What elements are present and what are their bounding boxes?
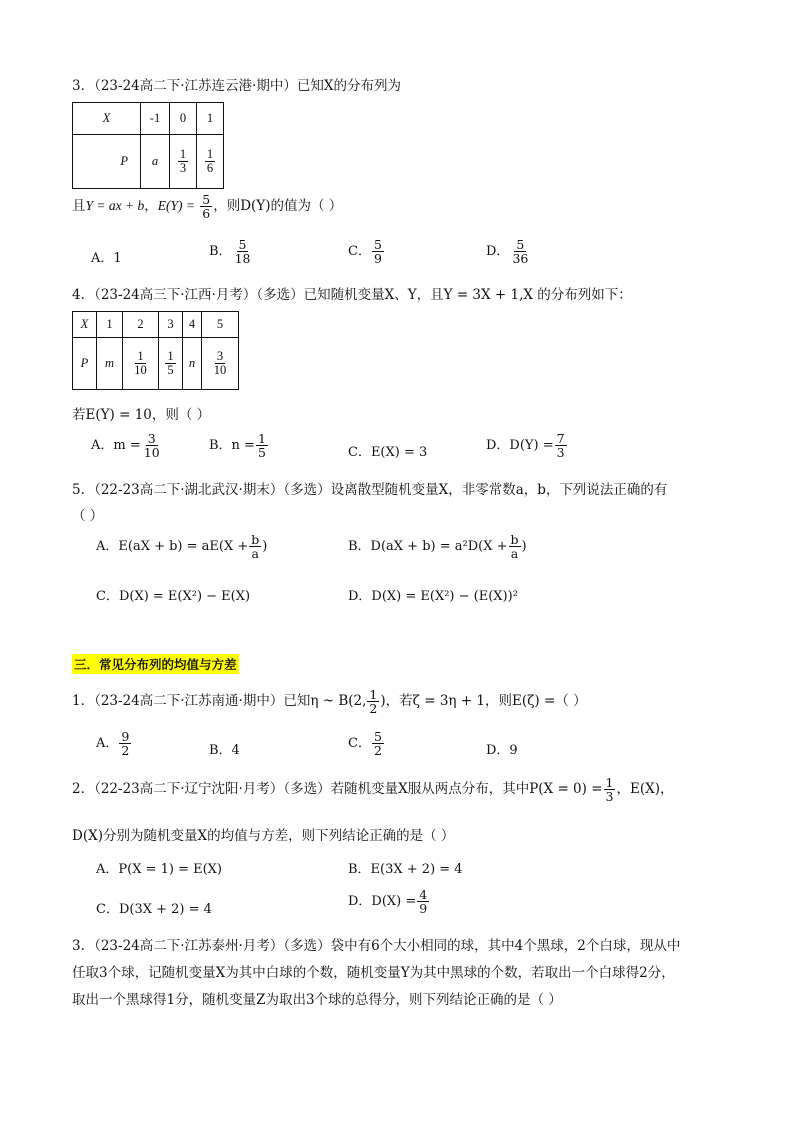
q3-table-cell: a [141, 135, 170, 189]
q3-table-fraction: $\frac{1}{3}$ [170, 135, 197, 189]
q5-title: 5．（22-23高二下·湖北武汉·期末）（多选）设离散型随机变量X，非零常数a，b，下列说法正确的有 [72, 482, 668, 498]
q3-table-cell: P [73, 135, 141, 189]
q4-option-d: D．D(Y) = $\frac{7}{3}$ [486, 431, 565, 461]
s2-option-b: B．E(3X + 2) = 4 [348, 862, 463, 877]
q4-option-a: A．m = $\frac{3}{10}$ [91, 431, 160, 461]
q3-table-cell: 1 [197, 103, 224, 135]
s2-option-a: A．P(X = 1) = E(X) [96, 862, 223, 877]
s3-line1: 3．（23-24高二下·江苏泰州·月考）（多选）袋中有6个大小相同的球，其中4个黑球，2个白球，现从中 [72, 938, 681, 954]
q5-option-c: C．D(X) = E(X²) − E(X) [96, 589, 251, 604]
s1-option-d: D．9 [486, 743, 518, 758]
q5-option-d: D．D(X) = E(X²) − (E(X))² [348, 589, 518, 604]
s1-option-a: A． $\frac{9}{2}$ [96, 729, 130, 759]
q5-option-a: A．E(aX + b) = aE(X + $\frac{b}{a}$ ) [96, 532, 268, 562]
q3-condition: 且Y = ax + b，E(Y) = $\frac{5}{6}$ ，则D(Y)的值为（ ） [72, 192, 343, 222]
q4-table-cell: 1 [97, 312, 123, 338]
q4-condition: 若E(Y) = 10，则（ ） [72, 407, 211, 423]
q3-distribution-table [72, 102, 224, 189]
q3-option-c: C． $\frac{5}{9}$ [348, 237, 382, 267]
s1-option-c: C． $\frac{5}{2}$ [348, 729, 382, 759]
q4-table-fraction: $\frac{3}{10}$ [202, 338, 239, 390]
s1-option-b: B．4 [209, 743, 240, 758]
q3-table-cell: X [73, 103, 141, 135]
q5-option-b: B．D(aX + b) = a²D(X + $\frac{b}{a}$ ) [348, 532, 527, 562]
q3-table-fraction: $\frac{1}{6}$ [197, 135, 224, 189]
q4-table-cell: 4 [183, 312, 202, 338]
s2-title: 2．（22-23高二下·辽宁沈阳·月考）（多选）若随机变量X服从两点分布，其中P(X = 0) = $\frac{1}{3}$ ，E(X)， [72, 775, 674, 805]
section-heading: 三．常见分布列的均值与方差 [72, 654, 239, 674]
q4-table-cell: 3 [159, 312, 183, 338]
s3-line3: 取出一个黑球得1分，随机变量Z为取出3个球的总得分，则下列结论正确的是（ ） [72, 992, 562, 1008]
q4-option-c: C．E(X) = 3 [348, 445, 428, 460]
s2-option-c: C．D(3X + 2) = 4 [96, 902, 212, 917]
q3-table-cell: -1 [141, 103, 170, 135]
q4-distribution-table [72, 311, 239, 390]
q3-table-cell: 0 [170, 103, 197, 135]
q4-table-cell: m [97, 338, 123, 390]
q3-title: 3．（23-24高二下·江苏连云港·期中）已知X的分布列为 [72, 78, 401, 94]
s1-title: 1．（23-24高二下·江苏南通·期中）已知η ~ B(2, $\frac{1}{2}$ )，若ζ = 3η + 1，则E(ζ) =（ ） [72, 687, 587, 717]
q3-option-b: B． $\frac{5}{18}$ [209, 237, 251, 267]
q4-table-fraction: $\frac{1}{5}$ [159, 338, 183, 390]
q3-option-a: A．1 [91, 251, 122, 266]
q4-title: 4．（23-24高三下·江西·月考）（多选）已知随机变量X、Y，且Y = 3X + 1,X 的分布列如下： [72, 287, 632, 303]
q4-table-cell: 2 [123, 312, 159, 338]
q5-paren: （ ） [72, 508, 104, 524]
q4-option-b: B．n = $\frac{1}{5}$ [209, 431, 266, 461]
s3-line2: 任取3个球，记随机变量X为其中白球的个数，随机变量Y为其中黑球的个数，若取出一个白球得2分， [72, 965, 675, 981]
s2-option-d: D．D(X) = $\frac{4}{9}$ [348, 887, 428, 917]
q4-table-cell: X [73, 312, 97, 338]
q4-table-cell: P [73, 338, 97, 390]
q3-option-d: D． $\frac{5}{36}$ [486, 237, 529, 267]
q4-table-fraction: $\frac{1}{10}$ [123, 338, 159, 390]
s2-title-line2: D(X)分别为随机变量X的均值与方差，则下列结论正确的是（ ） [72, 828, 455, 844]
q4-table-cell: 5 [202, 312, 239, 338]
q4-table-cell: n [183, 338, 202, 390]
